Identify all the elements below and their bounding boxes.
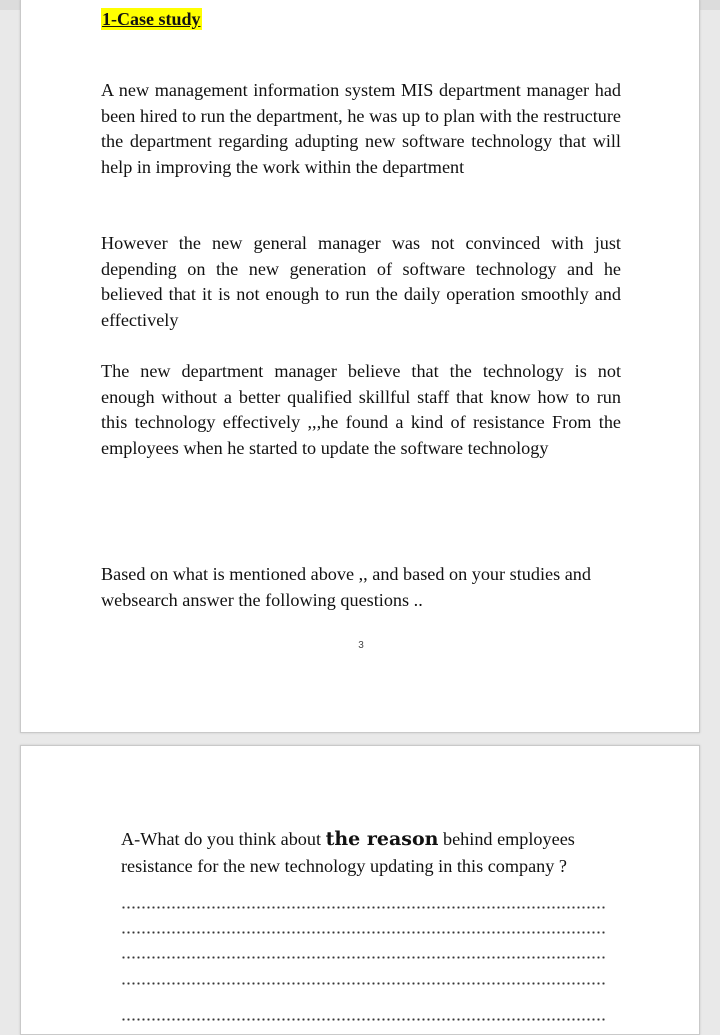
question-suffix: behind employees resistance for the new technology updating in this company ? xyxy=(121,829,575,876)
instruction-paragraph: Based on what is mentioned above ,, and based on your studies and websearch answer the following questions .. xyxy=(101,564,591,610)
case-paragraph-1: A new management information system MIS department manager had been hired to run the department, he was up to plan with the restructure the department regarding adupting new software technology that will help in improving the work within the department xyxy=(101,80,621,177)
document-page-3 xyxy=(20,0,700,733)
answer-line-3[interactable] xyxy=(121,956,606,959)
document-page-4 xyxy=(20,745,700,1035)
section-heading: 1-Case study xyxy=(102,9,201,29)
question-prefix: A-What do you think about xyxy=(121,829,326,849)
question-emphasis: the reason xyxy=(325,828,439,850)
page-number: 3 xyxy=(358,640,364,651)
case-paragraph-2: However the new general manager was not convinced with just depending on the new generation of software technology and he believed that it is not enough to run the daily operation smoothly and effectively xyxy=(101,233,621,330)
answer-line-2[interactable] xyxy=(121,931,606,934)
answer-line-1[interactable] xyxy=(121,906,606,909)
question-a xyxy=(121,826,631,880)
answer-line-4[interactable] xyxy=(121,982,606,985)
case-paragraph-3: The new department manager believe that the technology is not enough without a better qualified skillful staff that know how to run this technology effectively ,,,he found a kind of resistance From the employees when he started to update the software technology xyxy=(101,361,621,458)
